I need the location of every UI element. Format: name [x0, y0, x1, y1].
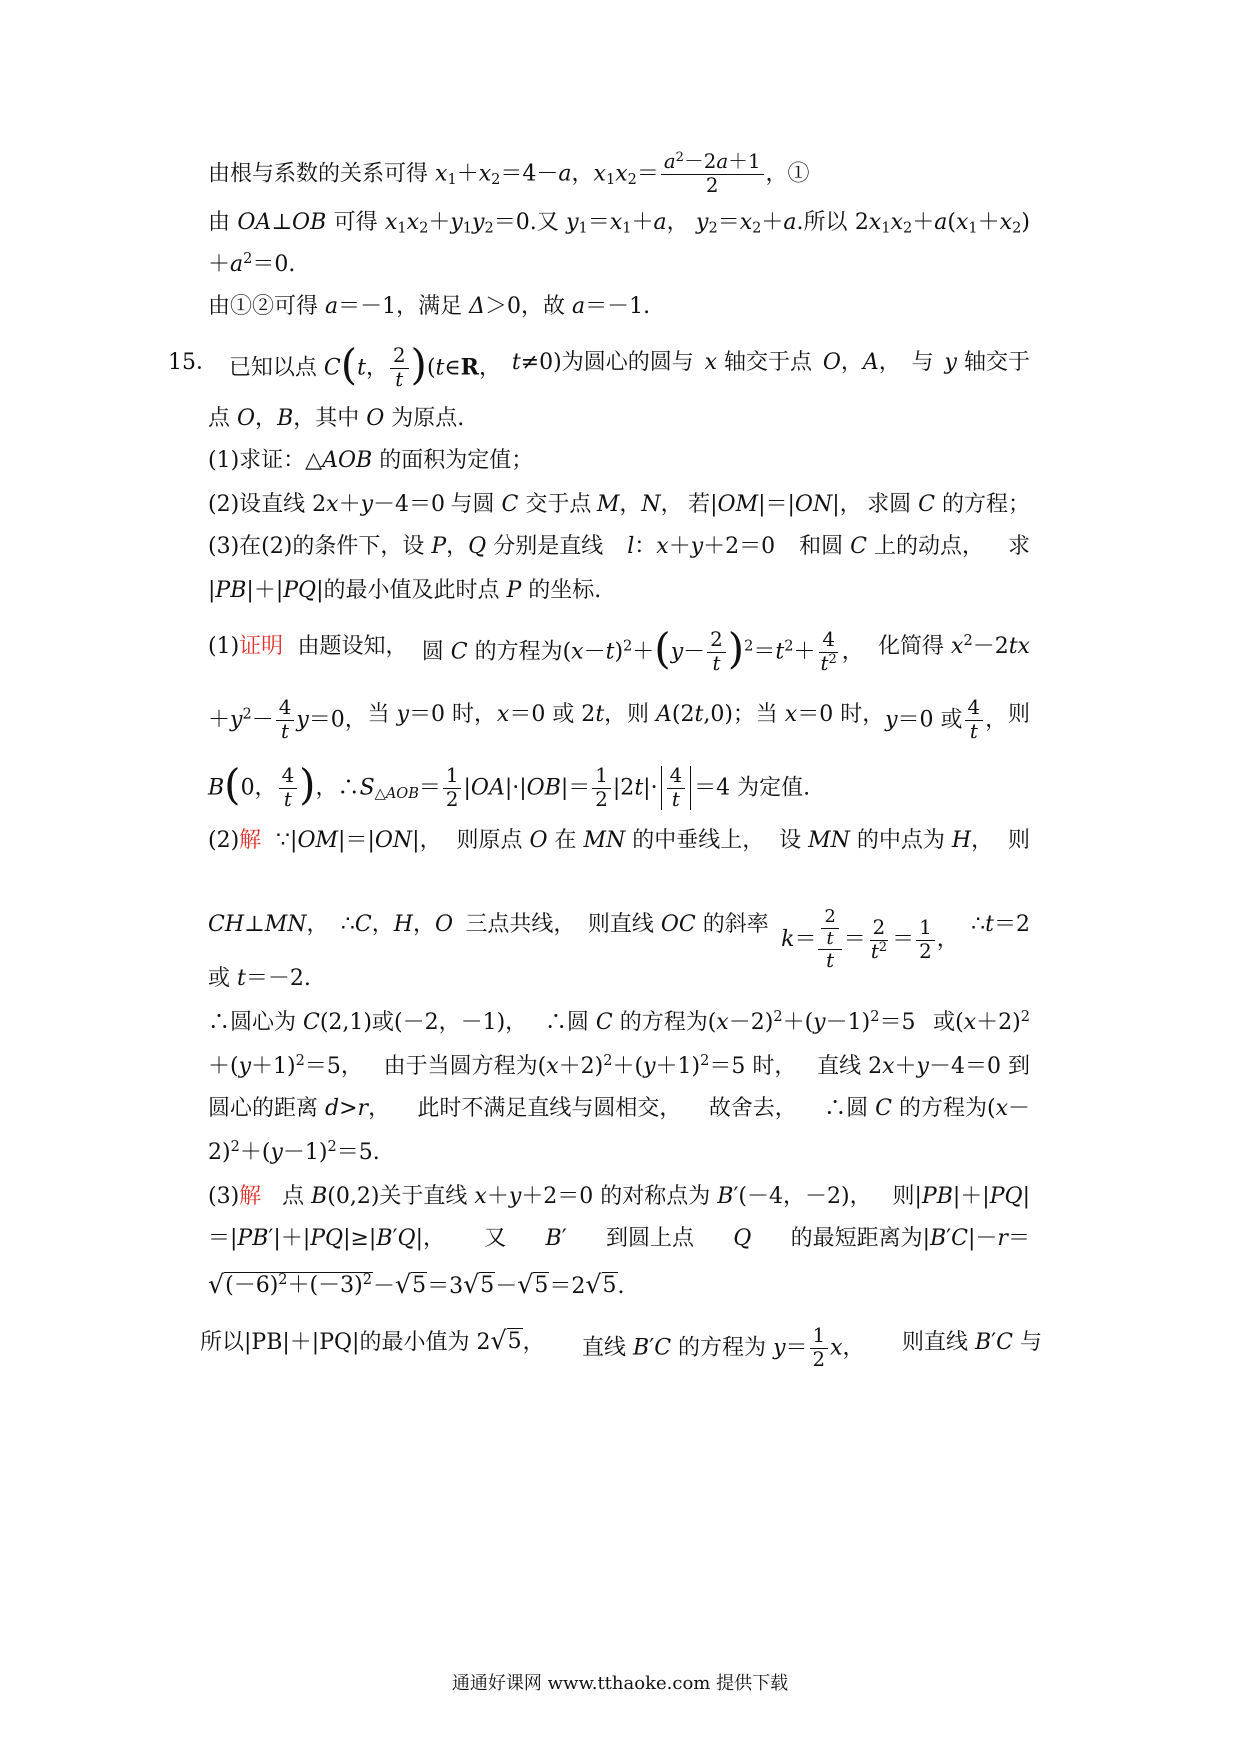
text-span: 由①②可得 — [208, 294, 319, 319]
footer-text: 通通好课网 www.tthaoke.com 提供下载 — [451, 1673, 789, 1694]
solution-1-line-1: (1)证明 由题设知， 圆 C 的方程为$(x-t)^2+(y-$ $\frac{2}{t}$ )$^2=t^2+$ $\frac{4}{t^2}$ ， 化简得 $x^2-2tx$ — [208, 624, 1030, 675]
question-2: (2)设直线 2x＋y－4＝0 与圆 C 交于点 M，N， 若|OM|＝|ON|， 求圆 C 的方程； — [208, 492, 1030, 517]
solution-2-line-4: ∴圆心为 C(2,1)或(－2，－1)， ∴圆 C 的方程为$(x-2)^2+(y-1)^2=5$ 或$(x+2)^2$ — [208, 1009, 1030, 1035]
text-span: 由根与系数的关系可得 — [208, 161, 429, 187]
fraction: $\frac{a^2-2a+1}{2}$ — [661, 152, 764, 197]
solution-3-line-4: 所以|PB|＋|PQ|的最小值为 2 √ 5 ， 直线 B′C 的方程为 y＝ $\frac{1}{2}$ x， 则直线 B′C 与 — [200, 1324, 1042, 1371]
solution-2-line-5: $+(y+1)^2=5$， 由于当圆方程为$(x+2)^2+(y+1)^2=5$ 时， 直线 2x＋y－4＝0 到 — [208, 1053, 1030, 1079]
line-4: 由①②可得 a＝－1，满足 Δ＞0，故 a＝－1. — [208, 294, 651, 319]
solution-2-line-3: 或 t＝－2. — [208, 966, 311, 991]
solution-2-line-6: 圆心的距离 d>r， 此时不满足直线与圆相交， 故舍去， ∴圆 C 的方程为(x－ — [208, 1096, 1030, 1121]
solution-2-line-2: CH⊥MN， ∴C，H，O 三点共线， 则直线 OC 的斜率 k＝ $\frac{\frac{2}{t}}{t}$ ＝ $\frac{2}{t^2}$ ＝ $\frac{1}{2}$ ， ∴t＝2 — [208, 906, 1030, 973]
solution-3-line-3: √ $(-6)^2+(-3)^2$ － √ 5 ＝3 √ 5 － √ 5 ＝2 √ 5 . — [208, 1270, 625, 1299]
line-1: 由根与系数的关系可得 $x_1+x_2=4-a$，$x_1x_2=$ $\frac{a^2-2a+1}{2}$ ，① — [208, 149, 810, 197]
solution-3-line-2: ＝|PB′|＋|PQ|≥|B′Q|， 又 B′ 到圆上点 Q 的最短距离为|B′C|－r＝ — [208, 1226, 1030, 1251]
tag-solution: 解 — [239, 828, 262, 853]
solution-1-line-2: $+y^2-$ $\frac{4}{t}$ y＝0， 当 y＝0 时， x＝0 或 2t， 则 A(2t,0)； 当 x＝0 时， y＝0 或 $\frac{4}{t}$ ， 则 — [208, 696, 1030, 743]
tag-solution-3: 解 — [239, 1184, 262, 1209]
solution-3-line-1: (3)解 点 B(0,2)关于直线 x＋y＋2＝0 的对称点为 B′(－4，－2)， 则|PB|＋|PQ| — [208, 1184, 1030, 1209]
problem-15-line-1: 15． 已知以点 C(t， $\frac{2}{t}$ )(t∈R， t≠0)为圆心的圆与 x 轴交于点 O，A， 与 y 轴交于 — [168, 340, 1030, 391]
question-3-line-2: |PB|＋|PQ|的最小值及此时点 P 的坐标. — [208, 578, 602, 603]
line-3: $+a^2=0$. — [208, 251, 296, 277]
question-1: (1)求证：△AOB 的面积为定值； — [208, 448, 534, 473]
solution-2-line-1: (2)解 ∵|OM|＝|ON|， 则原点 O 在 MN 的中垂线上， 设 MN 的中点为 H， 则 — [208, 828, 1030, 853]
tag-proof: 证明 — [239, 634, 284, 659]
solution-1-line-3: B(0， $\frac{4}{t}$ )，$\therefore S_{\triangle AOB}=$ $\frac{1}{2}$ |OA|·|OB|＝ $\frac{1}{2}$ |2t|· $\frac{4}{t}$ ＝4 为定值. — [208, 760, 811, 811]
problem-number: 15． — [168, 350, 218, 375]
problem-15-line-2: 点 O，B，其中 O 为原点. — [208, 406, 465, 431]
line-2: 由 OA⊥OB 可得 $x_1x_2+y_1y_2=0$.又 $y_1=x_1+a$， $y_2=x_2+a$.所以 $2x_1x_2+a(x_1+x_2)$ — [208, 210, 1030, 237]
solution-2-line-7: $2)^2+(y-1)^2=5$. — [208, 1139, 380, 1165]
question-3: (3)在(2)的条件下，设 P，Q 分别是直线 l：x＋y＋2＝0 和圆 C 上的动点， 求 — [208, 534, 1030, 559]
